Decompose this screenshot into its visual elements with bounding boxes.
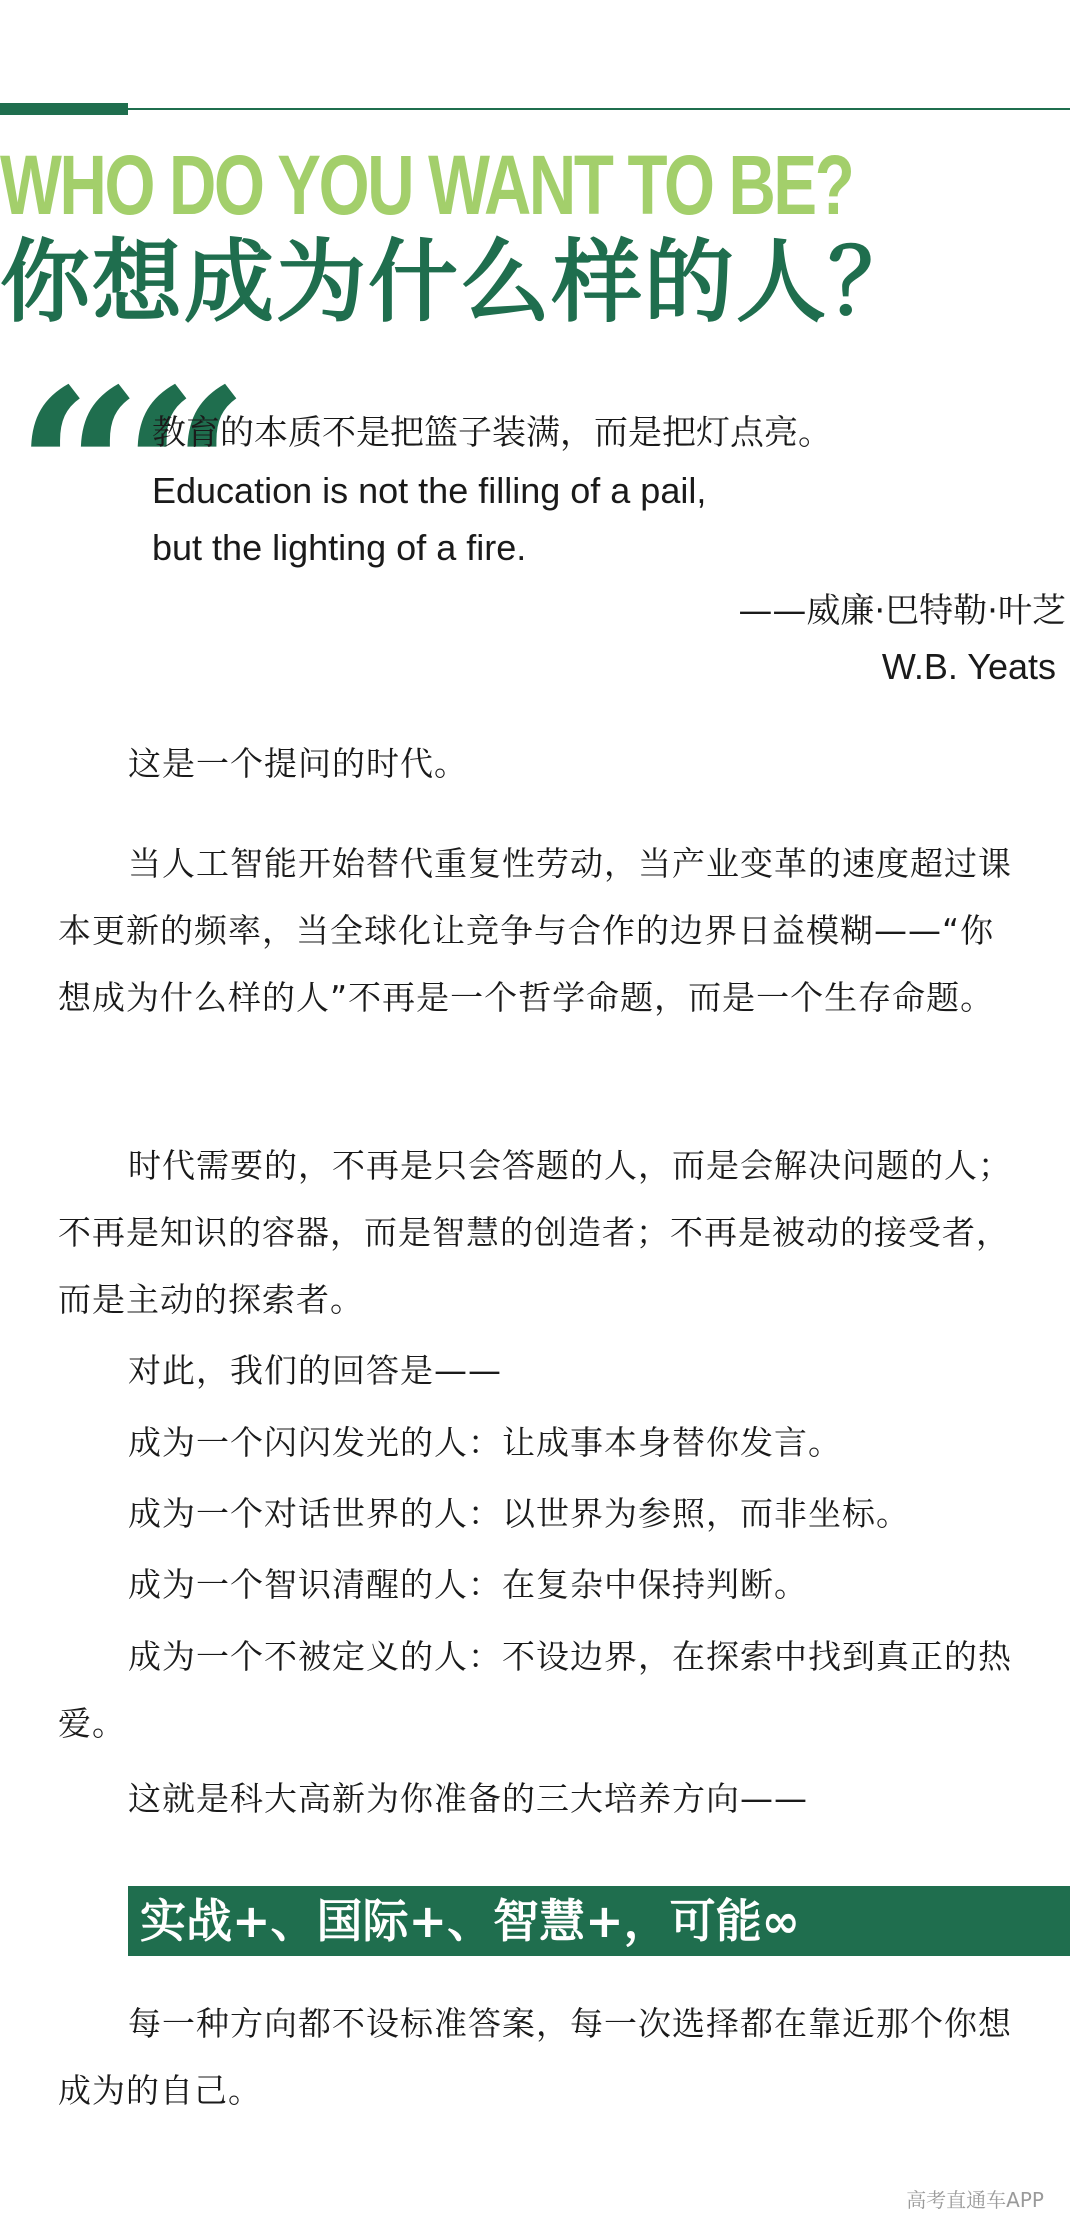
body-paragraph: 这就是科大高新为你准备的三大培养方向—— — [128, 1779, 808, 1818]
author-chinese: ——威廉·巴特勒·叶芝 — [738, 591, 1066, 631]
quote-line-english-2: but the lighting of a fire. — [152, 527, 527, 568]
title-chinese: 你想成为什么样的人？ — [0, 230, 920, 335]
body-paragraph: 对此，我们的回答是—— — [128, 1351, 502, 1390]
author-english: W.B. Yeats — [881, 646, 1056, 687]
quote-block — [152, 405, 832, 576]
quote-line-english-1: Education is not the filling of a pail, — [152, 470, 707, 511]
app-watermark: 高考直通车APP — [906, 2188, 1044, 2212]
body-paragraph: 时代需要的，不再是只会答题的人，而是会解决问题的人；不再是知识的容器，而是智慧的创造者；不再是被动的接受者，而是主动的探索者。 — [58, 1146, 1012, 1319]
header-rule-accent — [0, 103, 128, 115]
body-paragraph: 成为一个不被定义的人：不设边界，在探索中找到真正的热爱。 — [58, 1637, 1012, 1743]
title-english: WHO DO YOU WANT TO BE? — [0, 138, 853, 232]
body-paragraph: 成为一个智识清醒的人：在复杂中保持判断。 — [128, 1565, 808, 1604]
body-paragraph: 成为一个闪闪发光的人：让成事本身替你发言。 — [128, 1423, 842, 1462]
directions-banner: 实战+、国际+、智慧+，可能∞ — [128, 1886, 1070, 1956]
quote-mark-icon: ““ — [16, 340, 230, 599]
body-paragraph: 这是一个提问的时代。 — [128, 744, 468, 783]
closing-paragraph: 每一种方向都不设标准答案，每一次选择都在靠近那个你想成为的自己。 — [58, 2004, 1012, 2110]
body-paragraph: 当人工智能开始替代重复性劳动，当产业变革的速度超过课本更新的频率，当全球化让竞争与合作的边界日益模糊——“你想成为什么样的人”不再是一个哲学命题，而是一个生存命题。 — [58, 844, 1012, 1017]
quote-line-chinese: 教育的本质不是把篮子装满，而是把灯点亮。 — [152, 413, 832, 453]
header-rule — [0, 108, 1070, 110]
quote-attribution — [738, 584, 1066, 694]
body-paragraph: 成为一个对话世界的人：以世界为参照，而非坐标。 — [128, 1494, 910, 1533]
